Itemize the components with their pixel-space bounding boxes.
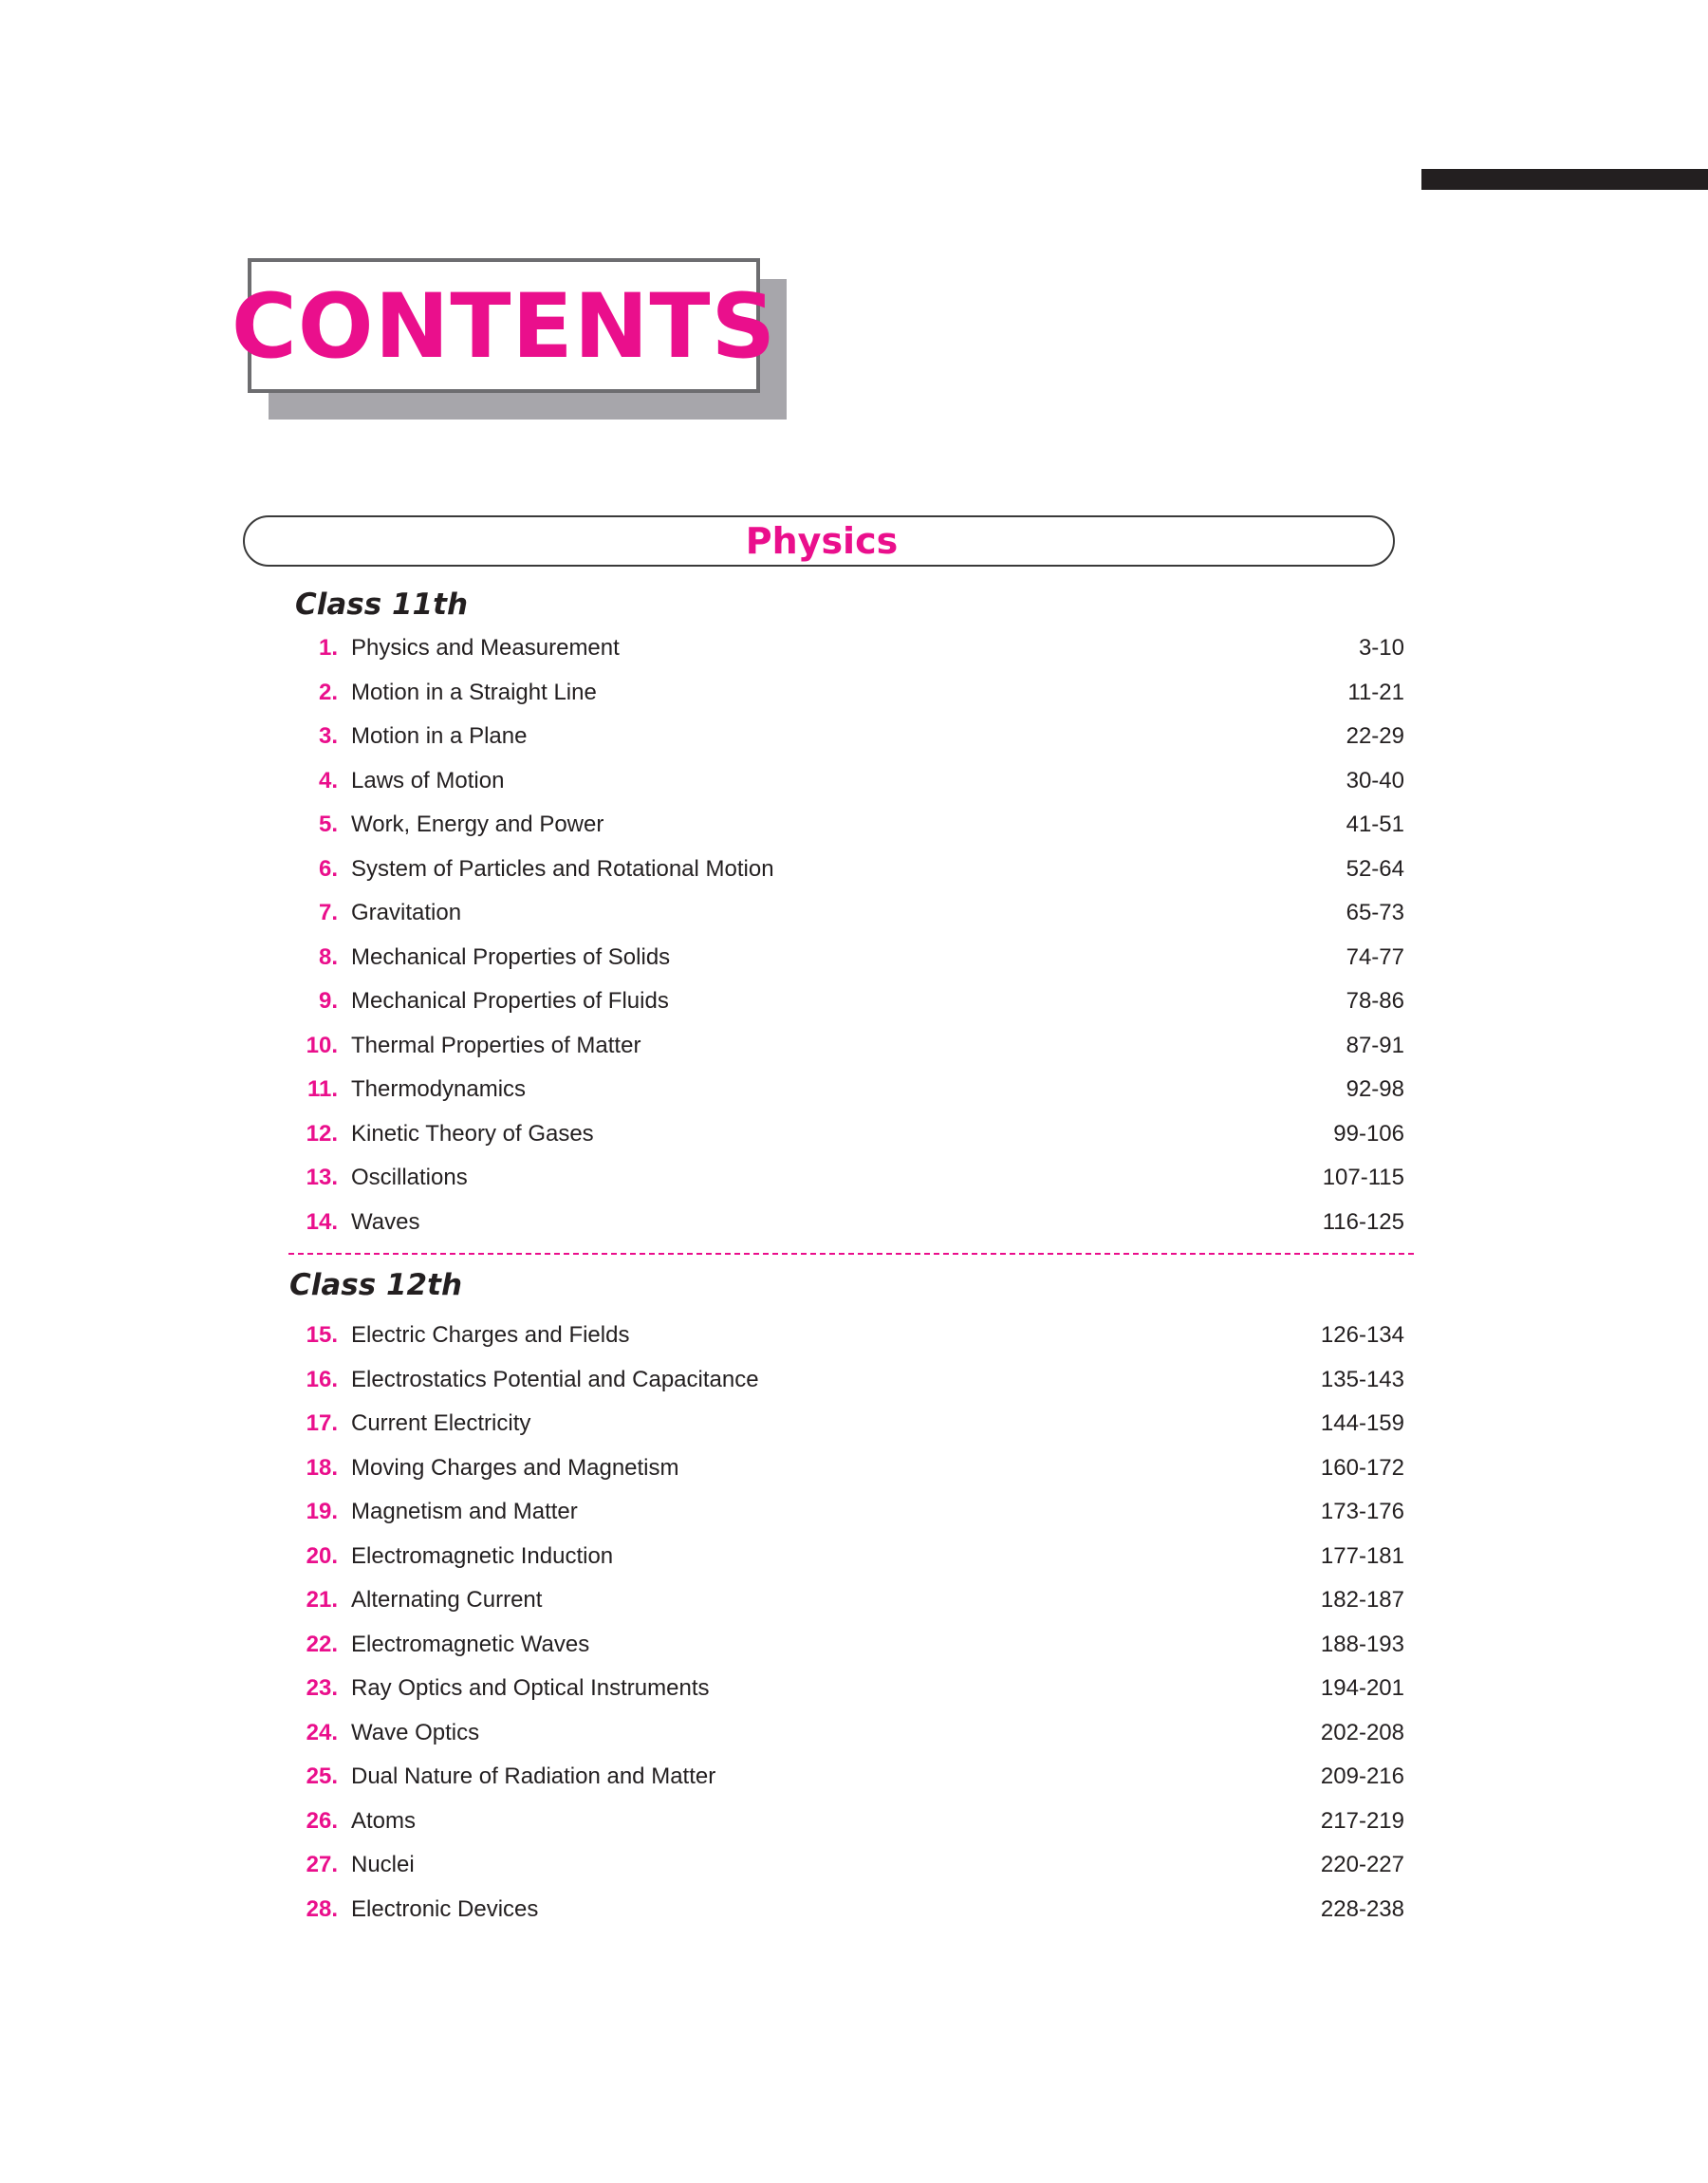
chapter-title: Mechanical Properties of Fluids [351, 988, 669, 1015]
chapter-number: 21. [306, 1587, 338, 1614]
chapter-number: 6. [318, 855, 338, 882]
corner-tab-bar [1421, 169, 1708, 190]
chapter-row[interactable] [285, 1888, 1404, 1932]
chapter-title: Electronic Devices [351, 1895, 539, 1922]
chapter-number: 25. [306, 1763, 338, 1790]
chapter-row[interactable] [285, 1623, 1404, 1668]
chapter-page-range: 217-219 [1320, 1807, 1404, 1834]
chapter-title: Physics and Measurement [351, 635, 620, 662]
chapter-page-range: 107-115 [1322, 1165, 1404, 1191]
chapter-row[interactable] [285, 1667, 1404, 1711]
chapter-number: 26. [306, 1807, 338, 1834]
section-heading-class-12: Class 12th [289, 1268, 463, 1302]
chapter-page-range: 11-21 [1347, 679, 1404, 705]
chapter-number: 12. [306, 1120, 338, 1147]
chapter-title: Nuclei [351, 1852, 415, 1878]
chapter-page-range: 78-86 [1346, 988, 1404, 1015]
subject-banner [243, 515, 1395, 567]
chapter-title: Ray Optics and Optical Instruments [351, 1675, 710, 1702]
chapter-title: Motion in a Plane [351, 723, 528, 750]
chapter-number: 22. [306, 1631, 338, 1657]
contents-title-block [231, 258, 787, 420]
chapter-title: Atoms [351, 1807, 417, 1834]
chapter-number: 10. [306, 1032, 338, 1058]
chapter-title: Wave Optics [351, 1719, 480, 1745]
chapter-page-range: 173-176 [1320, 1499, 1404, 1525]
chapter-number: 2. [318, 679, 338, 705]
chapter-title: Motion in a Straight Line [351, 679, 597, 705]
chapter-page-range: 92-98 [1346, 1076, 1404, 1103]
chapter-row[interactable] [285, 1156, 1404, 1201]
chapter-title: Electrostatics Potential and Capacitance [351, 1366, 759, 1392]
chapter-page-range: 177-181 [1320, 1542, 1404, 1569]
chapter-row[interactable] [285, 1490, 1404, 1535]
chapter-row[interactable] [285, 759, 1404, 804]
chapter-row[interactable] [285, 803, 1404, 848]
chapter-title: Electromagnetic Induction [351, 1542, 614, 1569]
chapter-title: Waves [351, 1208, 420, 1235]
chapter-row[interactable] [285, 980, 1404, 1024]
chapter-number: 20. [306, 1542, 338, 1569]
chapter-row[interactable] [285, 1535, 1404, 1579]
chapter-page-range: 41-51 [1346, 812, 1404, 838]
section-heading-class-11: Class 11th [295, 588, 469, 622]
chapter-row[interactable] [285, 626, 1404, 671]
chapter-number: 9. [318, 988, 338, 1015]
chapter-row[interactable] [285, 1024, 1404, 1069]
chapter-number: 23. [306, 1675, 338, 1702]
chapter-page-range: 3-10 [1358, 635, 1404, 662]
chapter-page-range: 116-125 [1322, 1208, 1404, 1235]
chapter-number: 13. [306, 1165, 338, 1191]
chapter-row[interactable] [285, 891, 1404, 936]
chapter-title: Laws of Motion [351, 767, 505, 793]
chapter-title: Moving Charges and Magnetism [351, 1454, 679, 1481]
chapter-page-range: 52-64 [1346, 855, 1404, 882]
chapter-number: 24. [306, 1719, 338, 1745]
chapter-title: Work, Energy and Power [351, 812, 604, 838]
chapter-number: 1. [318, 635, 338, 662]
chapter-page-range: 135-143 [1320, 1366, 1404, 1392]
chapter-page-range: 65-73 [1346, 900, 1404, 926]
chapter-page-range: 220-227 [1320, 1852, 1404, 1878]
chapter-page-range: 99-106 [1333, 1120, 1404, 1147]
chapter-row[interactable] [285, 1402, 1404, 1446]
chapter-page-range: 188-193 [1320, 1631, 1404, 1657]
chapter-title: Oscillations [351, 1165, 468, 1191]
chapter-title: Current Electricity [351, 1410, 531, 1437]
chapter-row[interactable] [285, 1112, 1404, 1157]
chapter-number: 3. [318, 723, 338, 750]
chapter-page-range: 209-216 [1320, 1763, 1404, 1790]
chapter-title: Magnetism and Matter [351, 1499, 578, 1525]
chapter-number: 5. [318, 812, 338, 838]
chapter-title: Thermodynamics [351, 1076, 527, 1103]
chapter-page-range: 87-91 [1346, 1032, 1404, 1058]
chapter-page-range: 74-77 [1346, 943, 1404, 970]
chapter-row[interactable] [285, 1068, 1404, 1112]
chapter-page-range: 202-208 [1320, 1719, 1404, 1745]
chapter-title: Mechanical Properties of Solids [351, 943, 671, 970]
section-divider [288, 1253, 1414, 1255]
chapter-number: 27. [306, 1852, 338, 1878]
chapter-row[interactable] [285, 715, 1404, 759]
chapter-row[interactable] [285, 1314, 1404, 1358]
chapter-list-class-12 [285, 1314, 1404, 1931]
contents-title-frame [231, 258, 777, 393]
chapter-title: Gravitation [351, 900, 462, 926]
chapter-title: Alternating Current [351, 1587, 543, 1614]
chapter-title: Electromagnetic Waves [351, 1631, 590, 1657]
chapter-page-range: 160-172 [1320, 1454, 1404, 1481]
subject-title: Physics [745, 520, 899, 562]
chapter-row[interactable] [285, 1843, 1404, 1888]
chapter-title: Thermal Properties of Matter [351, 1032, 641, 1058]
chapter-page-range: 126-134 [1320, 1322, 1404, 1349]
chapter-row[interactable] [285, 1358, 1404, 1403]
chapter-number: 19. [306, 1499, 338, 1525]
chapter-row[interactable] [285, 848, 1404, 892]
chapter-number: 28. [306, 1895, 338, 1922]
chapter-row[interactable] [285, 1446, 1404, 1491]
chapter-page-range: 22-29 [1346, 723, 1404, 750]
chapter-row[interactable] [285, 936, 1404, 980]
chapter-number: 16. [306, 1366, 338, 1392]
chapter-page-range: 182-187 [1320, 1587, 1404, 1614]
chapter-row[interactable] [285, 1201, 1404, 1245]
chapter-page-range: 228-238 [1320, 1895, 1404, 1922]
chapter-number: 14. [306, 1208, 338, 1235]
chapter-number: 11. [306, 1076, 338, 1103]
chapter-number: 17. [306, 1410, 338, 1437]
chapter-number: 7. [318, 900, 338, 926]
chapter-number: 4. [318, 767, 338, 793]
chapter-title: System of Particles and Rotational Motion [351, 855, 774, 882]
chapter-page-range: 144-159 [1320, 1410, 1404, 1437]
chapter-number: 18. [306, 1454, 338, 1481]
chapter-title: Electric Charges and Fields [351, 1322, 630, 1349]
chapter-number: 8. [318, 943, 338, 970]
chapter-list-class-11 [285, 626, 1404, 1244]
chapter-title: Dual Nature of Radiation and Matter [351, 1763, 716, 1790]
chapter-title: Kinetic Theory of Gases [351, 1120, 594, 1147]
chapter-page-range: 194-201 [1320, 1675, 1404, 1702]
page-title: CONTENTS [231, 275, 777, 379]
chapter-row[interactable] [285, 1800, 1404, 1844]
chapter-number: 15. [306, 1322, 338, 1349]
chapter-row[interactable] [285, 671, 1404, 716]
chapter-row[interactable] [285, 1711, 1404, 1756]
chapter-row[interactable] [285, 1578, 1404, 1623]
chapter-row[interactable] [285, 1755, 1404, 1800]
chapter-page-range: 30-40 [1346, 767, 1404, 793]
